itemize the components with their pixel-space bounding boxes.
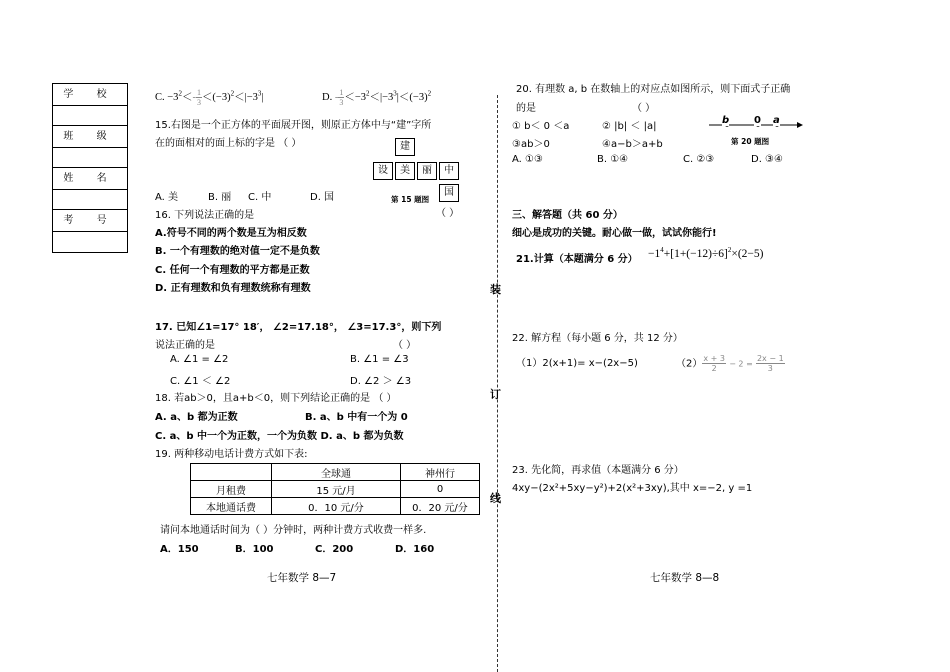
q16-option-c: C. 任何一个有理数的平方都是正数 (155, 265, 310, 276)
q20-statement-2: ② |b| ＜ |a| (602, 121, 657, 132)
q20-line2: 的是 (516, 103, 536, 114)
binding-char-zhuang: 装 (490, 283, 501, 296)
q14-option-c: C. $-3^2<-$ $\frac{1}{3}$ $<(-3)^2<|-3^3|$ (155, 88, 264, 107)
section3-subtitle: 细心是成功的关键。耐心做一做，试试你能行! (512, 228, 717, 239)
fee-table-header (191, 464, 480, 481)
q22-label: 22. 解方程（每小题 6 分，共 12 分） (512, 333, 683, 344)
name-field[interactable]: 姓 名 (53, 168, 127, 190)
number-line-arrow (797, 122, 803, 128)
q15-option-d: D. 国 (310, 192, 335, 203)
q14-option-d: D. - $\frac{1}{3}$ $<-3^2<|-3^3|<(-3)^2$ (322, 88, 432, 107)
school-blank[interactable] (53, 106, 127, 126)
q19-stem: 19. 两种移动电话计费方式如下表: (155, 449, 308, 460)
class-field[interactable]: 班 级 (53, 126, 127, 148)
q20-statement-4: ④a−b＞a+b (602, 139, 663, 150)
q15-figure-caption: 第 15 题图 (391, 195, 430, 204)
fee-table-row (191, 481, 480, 498)
exam-number-blank[interactable] (53, 232, 127, 252)
fee-header-blank (191, 464, 272, 481)
fee-header-quanqiutong: 全球通 (272, 464, 401, 481)
q16-option-b: B. 一个有理数的绝对值一定不是负数 (155, 246, 320, 257)
q15-option-b: B. 丽 (208, 192, 232, 203)
axis-label-b: b (722, 115, 730, 126)
q16-option-d: D. 正有理数和负有理数统称有理数 (155, 283, 311, 294)
fee-cell: 0．20 元/分 (401, 498, 480, 515)
net-cell-guo: 国 (439, 184, 459, 202)
section3-title: 三、解答题（共 60 分） (512, 210, 623, 221)
q20-statement-1: ① b＜ 0 ＜a (512, 121, 570, 132)
fee-cell: 0．10 元/分 (272, 498, 401, 515)
q15-option-a: A. 美 (155, 192, 179, 203)
student-info-table (52, 83, 128, 253)
q21-label: 21.计算（本题满分 6 分） (516, 254, 638, 265)
q17-option-a: A. ∠1 = ∠2 (170, 354, 229, 365)
exam-number-field[interactable]: 考 号 (53, 210, 127, 232)
q15-line1: 15.右图是一个正方体的平面展开图，则原正方体中与“建”字所 (155, 120, 432, 131)
binding-char-ding: 订 (490, 388, 501, 401)
net-cell-jian: 建 (395, 138, 415, 156)
school-field[interactable]: 学 校 (53, 84, 127, 106)
q17-option-b: B. ∠1 = ∠3 (350, 354, 409, 365)
fee-cell: 15 元/月 (272, 481, 401, 498)
q21-expression: $-1^4+[1+(-12)\div 6]^2\times(2-5)$ (648, 246, 764, 260)
q20-choice-b: B. ①④ (597, 154, 629, 165)
q16-answer-paren[interactable]: （ ） (436, 208, 460, 219)
axis-label-a: a (773, 115, 780, 126)
q16-stem: 16. 下列说法正确的是 (155, 210, 255, 221)
q20-statement-3: ③ab＞0 (512, 139, 550, 150)
q15-line2: 在的面相对的面上标的字是 （ ） (155, 138, 302, 149)
q20-choice-d: D. ③④ (751, 154, 783, 165)
q19-question: 请问本地通话时间为（ ）分钟时，两种计费方式收费一样多. (160, 525, 427, 536)
net-cell-she: 设 (373, 162, 393, 180)
q23-expression: 4xy−(2x²+5xy−y²)+2(x²+3xy),其中 x=−2, y =1 (512, 483, 753, 494)
q18-option-cd: C. a、b 中一个为正数，一个为负数 D. a、b 都为负数 (155, 431, 404, 442)
q22-part1: （1）2(x+1)= x−(2x−5) (516, 358, 638, 369)
q20-choice-a: A. ①③ (512, 154, 543, 165)
page-footer-left: 七年数学 8—7 (267, 572, 337, 584)
q20-choice-c: C. ②③ (683, 154, 715, 165)
q19-option-a: A．150 (160, 544, 199, 555)
net-cell-mei: 美 (395, 162, 415, 180)
q18-stem: 18. 若ab＞0，且a+b＜0，则下列结论正确的是 （ ） (155, 393, 397, 404)
page-footer-right: 七年数学 8—8 (650, 572, 720, 584)
name-blank[interactable] (53, 190, 127, 210)
q16-option-a: A.符号不同的两个数是互为相反数 (155, 228, 307, 239)
q17-option-c: C. ∠1 ＜ ∠2 (170, 376, 231, 387)
fee-cell: 月租费 (191, 481, 272, 498)
q19-option-d: D．160 (395, 544, 435, 555)
net-cell-zhong: 中 (439, 162, 459, 180)
q20-figure-caption: 第 20 题图 (731, 137, 770, 146)
fee-cell: 0 (401, 481, 480, 498)
q18-option-b: B. a、b 中有一个为 0 (305, 412, 408, 423)
net-cell-li: 丽 (417, 162, 437, 180)
fee-table-row (191, 498, 480, 515)
q15-option-c: C. 中 (248, 192, 272, 203)
fee-header-shenzhouxing: 神州行 (401, 464, 480, 481)
class-blank[interactable] (53, 148, 127, 168)
axis-label-zero: 0 (754, 115, 761, 126)
q18-option-a: A. a、b 都为正数 (155, 412, 238, 423)
fee-cell: 本地通话费 (191, 498, 272, 515)
binding-char-xian: 线 (490, 492, 501, 505)
binding-line (497, 95, 498, 672)
q17-answer-paren[interactable]: （ ） (393, 340, 417, 351)
q19-option-b: B．100 (235, 544, 274, 555)
q17-line2: 说法正确的是 (155, 340, 215, 351)
q17-option-d: D. ∠2 ＞ ∠3 (350, 376, 412, 387)
q20-answer-paren[interactable]: （ ） (632, 103, 656, 114)
fee-table (190, 463, 480, 515)
q23-label: 23. 先化简，再求值（本题满分 6 分） (512, 465, 684, 476)
q19-option-c: C．200 (315, 544, 354, 555)
q22-part2: （2） $\frac{x + 3}{2}$ − 2 = $\frac{2x - 1}{3}$ (676, 354, 784, 373)
q20-line1: 20. 有理数 a, b 在数轴上的对应点如图所示，则下面式子正确 (516, 84, 791, 95)
q17-line1: 17. 已知∠1=17° 18′， ∠2=17.18°， ∠3=17.3°，则下列 (155, 322, 442, 333)
